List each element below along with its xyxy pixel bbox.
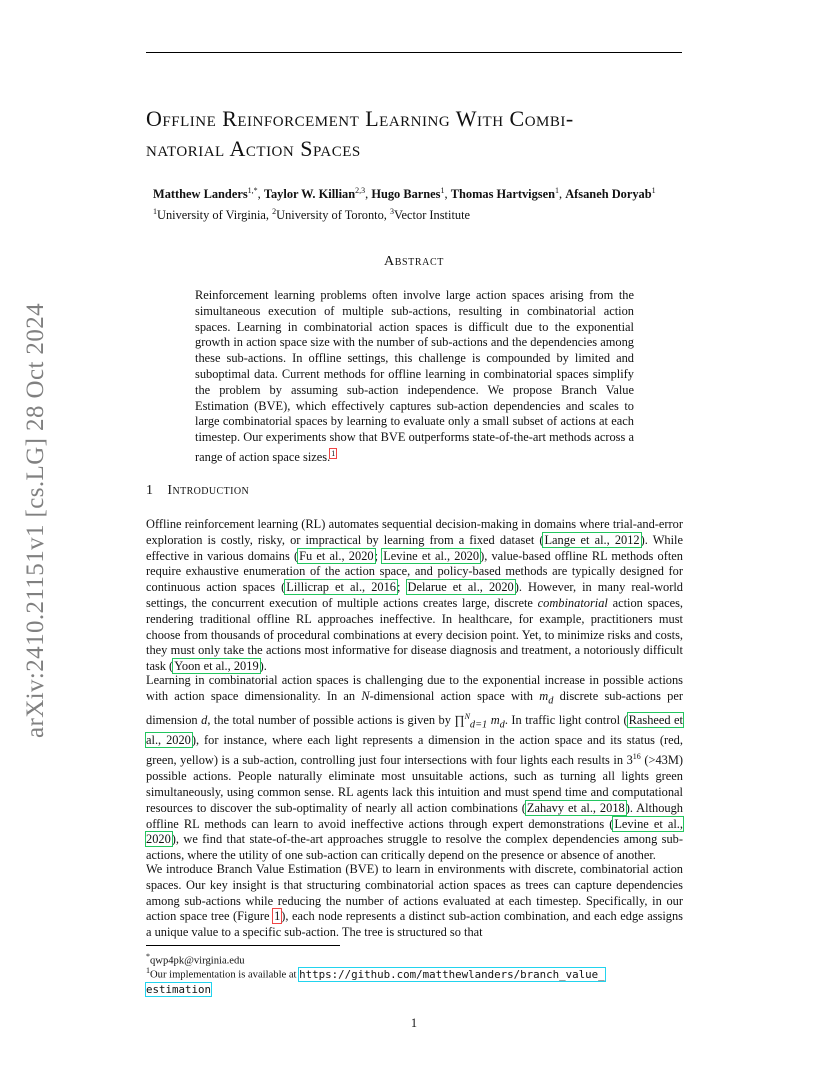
citation-link[interactable]: Levine et al., 2020	[383, 548, 480, 563]
abstract-body: Reinforcement learning problems often involve large action spaces arising from the simultaneous execution of multiple sub-actions, resulting in combinatorial action spaces. Learning in combinatorial action spaces is difficult due to the exponential growth in action space size with the number of sub-actions and the dependencies among these sub-actions. In offline settings, this challenge is compounded by limited and suboptimal data. Current methods for offline learning in combinatorial spaces simplify the problem by assuming sub-action independence. We propose Branch Value Estimation (BVE), which effectively captures sub-action dependencies and scales to large combinatorial spaces by learning to evaluate only a small subset of actions at each timestep. Our experiments show that BVE outperforms state-of-the-art methods across a range of action space sizes.$^1$	[195, 288, 634, 465]
affiliations: $^1$University of Virginia, $^2$University of Toronto, $^3$Vector Institute	[153, 207, 471, 223]
footnote-rule	[146, 945, 340, 946]
citation-link[interactable]: Delarue et al., 2020	[407, 580, 514, 595]
section-number: 1	[146, 483, 154, 498]
footnote-email: *qwp4pk@virginia.edu	[146, 952, 245, 967]
citation-link[interactable]: Levine et al., 2020	[146, 816, 683, 847]
citation-link[interactable]: Rasheed et al., 2020	[146, 713, 683, 748]
author-block	[153, 182, 713, 224]
citation-link[interactable]: Fu et al., 2020	[299, 548, 374, 563]
citation-link[interactable]: Lillicrap et al., 2016	[286, 580, 396, 595]
intro-paragraph-2: Learning in combinatorial action spaces is challenging due to the exponential increase in possible actions with action space dimensionality. In an N-dimensional action space with $m_d$ discrete sub-actions per dimension d, the total number of possible actions is given by ∏$^N_{d=1}$ $m_d$. In traffic light control (Rasheed et al., 2020), for instance, where each light represents a dimension in the action space and its status (red, green, yellow) is a sub-action, controlling just four intersections with four lights each results in $3^{16}$ (>43M) possible actions. People naturally eliminate most unsuitable actions, such as turning all lights green simultaneously, using common sense. RL agents lack this intuition and must spend time and computational resources to discover the sub-optimality of nearly all action combinations (Zahavy et al., 2018). Although offline RL methods can learn to avoid ineffective actions through expert demonstrations (Levine et al., 2020), we find that state-of-the-art approaches struggle to resolve the complex dependencies among sub-actions, where the utility of one sub-action can critically depend on the presence or absence of another.	[146, 673, 684, 863]
author-name: Matthew Landers	[153, 187, 248, 202]
repo-link[interactable]: https://github.com/matthewlanders/branch_value_	[299, 967, 605, 981]
author-name: Afsaneh Doryab	[565, 187, 652, 202]
footnote-link[interactable]: 1	[331, 448, 336, 458]
author-name: Hugo Barnes	[371, 187, 441, 202]
intro-paragraph-3: We introduce Branch Value Estimation (BVE) to learn in environments with discrete, combinatorial action spaces. Our key insight is that structuring combinatorial action spaces as trees can capture dependencies among sub-actions while reducing the number of actions evaluated at each timestep. Specifically, in our action space tree (Figure 1), each node represents a distinct sub-action combination, and each edge assigns a unique value to a specific sub-action. The tree is structured so that	[146, 862, 683, 940]
author-name: Taylor W. Killian	[263, 187, 356, 202]
citation-link[interactable]: Lange et al., 2012	[544, 532, 640, 547]
intro-paragraph-1: Offline reinforcement learning (RL) automates sequential decision-making in domains where trial-and-error exploration is costly, risky, or impractical by learning from a fixed dataset (Lange et al., 2012). While effective in various domains (Fu et al., 2020; Levine et al., 2020), value-based offline RL methods often require exhaustive enumeration of the action space, and policy-based methods are typically designed for continuous action spaces (Lillicrap et al., 2016; Delarue et al., 2020). However, in many real-world settings, the concurrent execution of multiple actions creates large, discrete combinatorial action spaces, rendering traditional offline RL approaches ineffective. In healthcare, for example, practitioners must choose from thousands of procedural combinations at every decision point. Yet, to minimize risks and costs, they must only take the actions most informative for disease diagnosis and treatment, a notoriously difficult task (Yoon et al., 2019).	[146, 517, 684, 674]
abstract-heading: Abstract	[384, 254, 444, 269]
repo-link-continued[interactable]: estimation	[146, 982, 212, 996]
title-line-1: Offline Reinforcement Learning With Combi-	[146, 106, 574, 131]
header-rule	[146, 52, 682, 53]
citation-link[interactable]: Zahavy et al., 2018	[526, 800, 625, 815]
citation-link[interactable]: Yoon et al., 2019	[174, 659, 259, 674]
arxiv-watermark: arXiv:2410.21151v1 [cs.LG] 28 Oct 2024	[22, 302, 49, 738]
author-names: Matthew Landers$^{1,*}$, Taylor W. Killian$^{2,3}$, Hugo Barnes$^1$, Thomas Hartvigsen$^1$, Afsaneh Doryab$^1$	[153, 186, 656, 202]
section-title: Introduction	[167, 483, 250, 498]
paper-title	[146, 104, 706, 164]
figure-link[interactable]: 1	[274, 909, 281, 924]
footnote-code: $^1$Our implementation is available at https://github.com/matthewlanders/branch_value_ estimation	[146, 966, 605, 996]
author-name: Thomas Hartvigsen	[450, 187, 556, 202]
title-line-2: natorial Action Spaces	[146, 136, 361, 161]
page-number: 1	[410, 1016, 418, 1030]
section-heading	[146, 483, 249, 499]
product-formula: ∏$^N_{d=1}$ $m_d$	[454, 712, 505, 731]
